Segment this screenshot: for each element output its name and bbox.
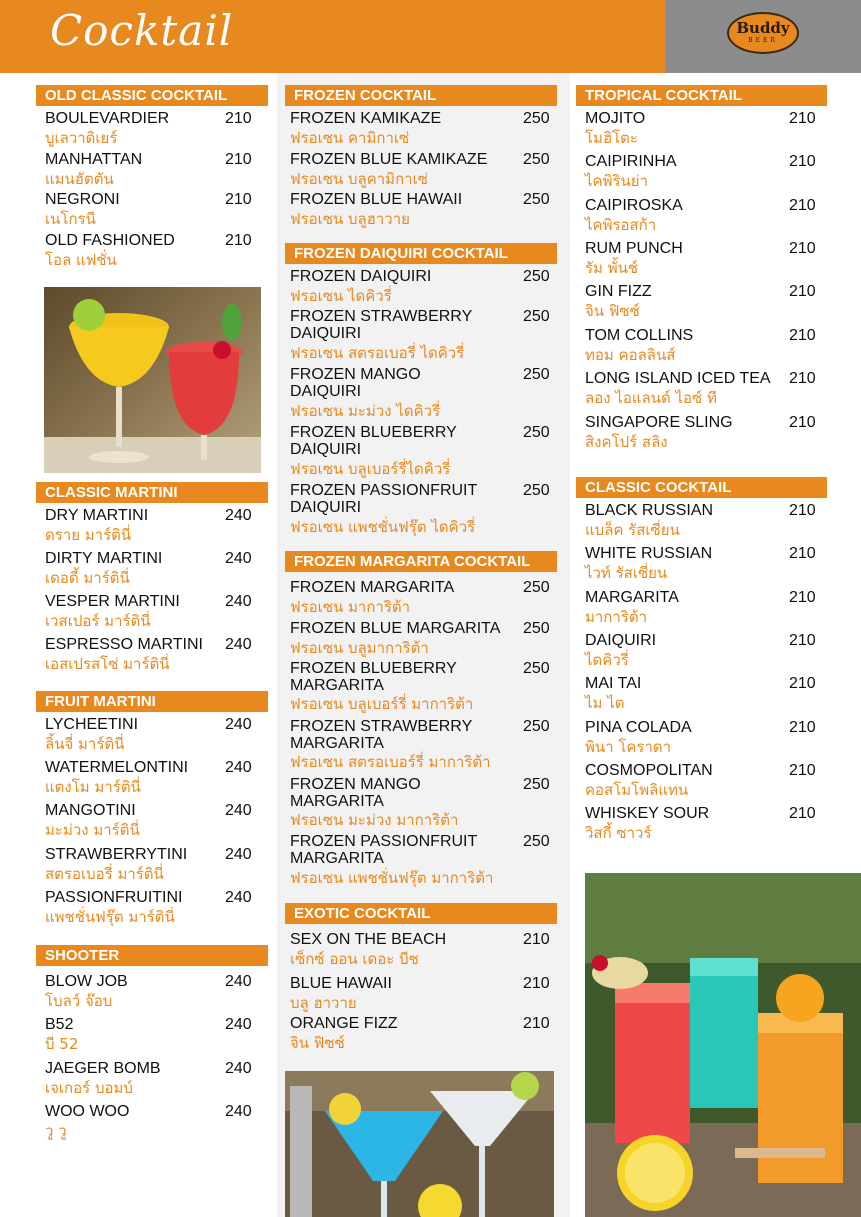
item-price: 240 [225, 636, 252, 653]
item-thai-name: เนโกรนี [45, 210, 96, 228]
item-thai-name: ฟรอเซน สตรอเบอร์รี่ มาการิต้า [290, 753, 491, 771]
item-price: 210 [225, 191, 252, 208]
item-name: FROZEN DAIQUIRI [290, 268, 432, 285]
item-name-line2: DAIQUIRI [290, 441, 362, 458]
item-price: 240 [225, 973, 252, 990]
item-price: 250 [523, 366, 550, 383]
item-thai-name: ฟรอเซน แพชชั่นฟรุ๊ต ไดคิวรี่ [290, 518, 476, 536]
item-price: 210 [789, 327, 816, 344]
item-thai-name: ฟรอเซน บลูเบอร์รี่ไดคิวรี่ [290, 460, 451, 478]
item-name: PASSIONFRUITINI [45, 889, 183, 906]
section-header-frozen: FROZEN COCKTAIL [285, 85, 557, 106]
item-name: VESPER MARTINI [45, 593, 180, 610]
item-thai-name: ไม ไต [585, 694, 625, 712]
item-name: WOO WOO [45, 1103, 130, 1120]
item-price: 240 [225, 550, 252, 567]
item-name-line2: MARGARITA [290, 793, 384, 810]
item-price: 240 [225, 802, 252, 819]
item-name: BLOW JOB [45, 973, 128, 990]
item-name: SEX ON THE BEACH [290, 931, 447, 948]
item-thai-name: ฟรอเซน แพชชั่นฟรุ๊ต มาการิต้า [290, 869, 494, 887]
item-thai-name: เจเกอร์ บอมบ์ [45, 1079, 133, 1097]
item-thai-name: ฟรอเซน มะม่วง มาการิต้า [290, 811, 459, 829]
item-name: FROZEN STRAWBERRY [290, 718, 473, 735]
item-thai-name: ไวท์ รัสเซี่ยน [585, 564, 668, 582]
section-header-classic-martini: CLASSIC MARTINI [36, 482, 268, 503]
item-thai-name: โบลว์ จ๊อบ [45, 992, 113, 1010]
item-thai-name: ลอง ไอแลนด์ ไอซ์ ที [585, 389, 717, 407]
item-price: 250 [523, 151, 550, 168]
item-price: 250 [523, 424, 550, 441]
item-thai-name: ทอม คอลลินส์ [585, 346, 676, 364]
item-thai-name: ไดคิวรี่ [585, 651, 629, 669]
item-name: FROZEN BLUE HAWAII [290, 191, 463, 208]
item-name: DIRTY MARTINI [45, 550, 163, 567]
item-thai-name: ฟรอเซน บลูมาการิต้า [290, 639, 429, 657]
item-name: BLACK RUSSIAN [585, 502, 714, 519]
item-price: 210 [225, 151, 252, 168]
item-price: 250 [523, 308, 550, 325]
item-price: 240 [225, 889, 252, 906]
item-name: FROZEN PASSIONFRUIT [290, 833, 478, 850]
item-name: WHITE RUSSIAN [585, 545, 713, 562]
item-name: DAIQUIRI [585, 632, 657, 649]
item-name: SINGAPORE SLING [585, 414, 733, 431]
item-thai-name: ฟรอเซน บลูเบอร์รี่ มาการิต้า [290, 695, 474, 713]
item-price: 240 [225, 1016, 252, 1033]
item-thai-name: เดอตี้ มาร์ตินี่ [45, 569, 130, 587]
item-price: 210 [789, 153, 816, 170]
item-name: FROZEN BLUE MARGARITA [290, 620, 501, 637]
section-header-old-classic: OLD CLASSIC COCKTAIL [36, 85, 268, 106]
item-name: NEGRONI [45, 191, 120, 208]
item-name: PINA COLADA [585, 719, 692, 736]
item-thai-name: ฟรอเซน มะม่วง ไดคิวรี่ [290, 402, 441, 420]
item-price: 210 [789, 370, 816, 387]
item-name: BLUE HAWAII [290, 975, 392, 992]
item-price: 250 [523, 110, 550, 127]
item-price: 240 [225, 507, 252, 524]
item-name-line2: MARGARITA [290, 735, 384, 752]
item-name: MARGARITA [585, 589, 679, 606]
item-thai-name: ฟรอเซน บลูคามิกาเซ่ [290, 170, 428, 188]
logo-wordmark: Buddy [736, 19, 790, 37]
section-header-classic-cocktail: CLASSIC COCKTAIL [576, 477, 827, 498]
item-name-line2: MARGARITA [290, 677, 384, 694]
item-name: WATERMELONTINI [45, 759, 189, 776]
item-name: FROZEN BLUE KAMIKAZE [290, 151, 488, 168]
item-name: FROZEN MANGO [290, 366, 421, 383]
item-thai-name: ลิ้นจี่ มาร์ตินี่ [45, 735, 125, 753]
item-thai-name: ฟรอเซน คามิกาเซ่ [290, 129, 410, 147]
item-price: 250 [523, 776, 550, 793]
item-name: FROZEN BLUEBERRY [290, 424, 457, 441]
item-thai-name: บูเลวาดิเยร์ [45, 129, 118, 147]
item-price: 240 [225, 1103, 252, 1120]
item-name: ORANGE FIZZ [290, 1015, 398, 1032]
item-name: WHISKEY SOUR [585, 805, 710, 822]
item-name-line2: DAIQUIRI [290, 499, 362, 516]
item-price: 210 [789, 545, 816, 562]
page-title: Cocktail [50, 6, 234, 55]
item-price: 250 [523, 191, 550, 208]
item-price: 250 [523, 579, 550, 596]
item-thai-name: เซ็กซ์ ออน เดอะ บีช [290, 950, 419, 968]
item-price: 250 [523, 268, 550, 285]
item-thai-name: เวสเปอร์ มาร์ตินี่ [45, 612, 151, 630]
item-name: FROZEN MANGO [290, 776, 421, 793]
item-name: JAEGER BOMB [45, 1060, 161, 1077]
item-thai-name: ฟรอเซน ไดคิวรี่ [290, 287, 392, 305]
item-thai-name: บี 52 [45, 1035, 79, 1053]
item-price: 210 [789, 632, 816, 649]
item-name: COSMOPOLITAN [585, 762, 713, 779]
item-price: 210 [523, 975, 550, 992]
item-thai-name: แมนฮัตตัน [45, 170, 114, 188]
item-thai-name: แพชชั่นฟรุ๊ต มาร์ตินี่ [45, 908, 175, 926]
item-price: 210 [789, 719, 816, 736]
section-header-fruit-martini: FRUIT MARTINI [36, 691, 268, 712]
item-thai-name: โอล แฟชั่น [45, 251, 117, 269]
item-price: 250 [523, 620, 550, 637]
item-name-line2: DAIQUIRI [290, 325, 362, 342]
item-name: B52 [45, 1016, 74, 1033]
item-price: 210 [789, 589, 816, 606]
item-name: FROZEN MARGARITA [290, 579, 455, 596]
item-thai-name: ฟรอเซน บลูฮาวาย [290, 210, 410, 228]
item-price: 240 [225, 759, 252, 776]
item-name: STRAWBERRYTINI [45, 846, 188, 863]
item-name: MANHATTAN [45, 151, 143, 168]
item-name: DRY MARTINI [45, 507, 149, 524]
item-name: FROZEN KAMIKAZE [290, 110, 442, 127]
item-price: 240 [225, 593, 252, 610]
item-thai-name: คอสโมโพลิแทน [585, 781, 689, 799]
photo-frozen-cocktails [44, 287, 261, 473]
item-thai-name: วู วู [45, 1122, 67, 1140]
photo-tropical-cocktails [585, 873, 861, 1217]
item-name: GIN FIZZ [585, 283, 652, 300]
item-thai-name: เอสเปรสโซ่ มาร์ตินี่ [45, 655, 170, 673]
item-thai-name: จิน ฟิซซ์ [585, 302, 640, 320]
item-thai-name: ฟรอเซน มาการิต้า [290, 598, 411, 616]
item-price: 210 [789, 805, 816, 822]
item-price: 210 [789, 414, 816, 431]
item-price: 210 [225, 232, 252, 249]
section-header-frozen-margarita: FROZEN MARGARITA COCKTAIL [285, 551, 557, 572]
item-thai-name: จิน ฟิซซ์ [290, 1034, 345, 1052]
item-price: 210 [789, 240, 816, 257]
item-name: RUM PUNCH [585, 240, 683, 257]
item-price: 210 [789, 762, 816, 779]
item-thai-name: พินา โคราดา [585, 738, 672, 756]
item-name: MOJITO [585, 110, 646, 127]
item-price: 250 [523, 660, 550, 677]
item-price: 240 [225, 716, 252, 733]
item-thai-name: โมฮิโตะ [585, 129, 638, 147]
item-name: FROZEN STRAWBERRY [290, 308, 473, 325]
item-name: FROZEN PASSIONFRUIT [290, 482, 478, 499]
section-header-exotic: EXOTIC COCKTAIL [285, 903, 557, 924]
item-name: TOM COLLINS [585, 327, 694, 344]
item-name: LONG ISLAND ICED TEA [585, 370, 771, 387]
item-price: 210 [789, 283, 816, 300]
item-price: 250 [523, 833, 550, 850]
item-thai-name: แบล็ค รัสเซี่ยน [585, 521, 680, 539]
item-name: OLD FASHIONED [45, 232, 175, 249]
item-price: 210 [789, 502, 816, 519]
item-thai-name: บลู ฮาวาย [290, 994, 357, 1012]
item-thai-name: สตรอเบอรี่ มาร์ตินี่ [45, 865, 164, 883]
item-name-line2: DAIQUIRI [290, 383, 362, 400]
item-name: ESPRESSO MARTINI [45, 636, 203, 653]
section-header-tropical: TROPICAL COCKTAIL [576, 85, 827, 106]
item-price: 210 [225, 110, 252, 127]
item-name: FROZEN BLUEBERRY [290, 660, 457, 677]
buddy-beer-logo [727, 12, 799, 54]
item-thai-name: ดราย มาร์ตินี่ [45, 526, 132, 544]
item-price: 210 [789, 110, 816, 127]
item-thai-name: รัม พั้นช์ [585, 259, 639, 277]
item-price: 250 [523, 718, 550, 735]
item-price: 210 [523, 1015, 550, 1032]
item-name: BOULEVARDIER [45, 110, 170, 127]
photo-martini-cocktails [285, 1071, 554, 1217]
item-price: 240 [225, 1060, 252, 1077]
item-thai-name: ไคพิรินย่า [585, 172, 648, 190]
item-thai-name: มาการิต้า [585, 608, 648, 626]
section-header-frozen-daiquiri: FROZEN DAIQUIRI COCKTAIL [285, 243, 557, 264]
item-name: LYCHEETINI [45, 716, 139, 733]
item-price: 250 [523, 482, 550, 499]
item-price: 210 [523, 931, 550, 948]
item-name: CAIPIROSKA [585, 197, 683, 214]
section-header-shooter: SHOOTER [36, 945, 268, 966]
logo-subtitle: BEER [748, 37, 778, 44]
item-name: MANGOTINI [45, 802, 136, 819]
item-name: CAIPIRINHA [585, 153, 677, 170]
item-name-line2: MARGARITA [290, 850, 384, 867]
item-price: 210 [789, 197, 816, 214]
item-thai-name: มะม่วง มาร์ตินี่ [45, 821, 140, 839]
item-price: 210 [789, 675, 816, 692]
item-thai-name: ฟรอเซน สตรอเบอรี่ ไดคิวรี่ [290, 344, 465, 362]
item-thai-name: สิงคโปร์ สลิง [585, 433, 668, 451]
item-thai-name: แตงโม มาร์ตินี่ [45, 778, 141, 796]
item-price: 240 [225, 846, 252, 863]
item-thai-name: ไคพิรอสก้า [585, 216, 657, 234]
item-thai-name: วิสกี้ ซาวร์ [585, 824, 652, 842]
item-name: MAI TAI [585, 675, 642, 692]
